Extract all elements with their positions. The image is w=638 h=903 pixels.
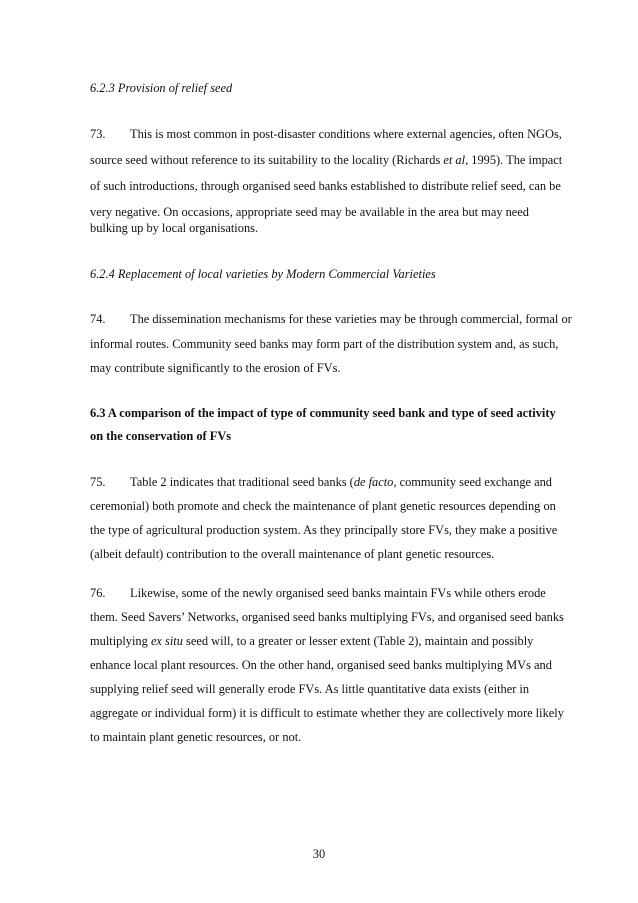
paragraph-text: seed will, to a greater or lesser extent (Table 2), maintain and possibly (182, 634, 534, 648)
paragraph-line (90, 311, 572, 327)
paragraph-text: Table 2 indicates that traditional seed banks ( (130, 475, 354, 489)
section-heading-6-2-4: 6.2.4 Replacement of local varieties by Modern Commercial Varieties (90, 267, 436, 281)
latin-term-emphasis: ex situ (150, 634, 183, 648)
paragraph-line (90, 152, 562, 168)
paragraph-text: , 1995). The impact (465, 153, 563, 167)
page-number: 30 (312, 847, 326, 861)
paragraph-line (90, 585, 546, 601)
section-heading-line: on the conservation of FVs (90, 429, 232, 443)
paragraph-line: of such introductions, through organised seed banks established to distribute relief seed, can be (90, 179, 561, 193)
paragraph-line: bulking up by local organisations. (90, 221, 259, 235)
paragraph-text: community seed exchange and (396, 475, 553, 489)
paragraph-line: enhance local plant resources. On the other hand, organised seed banks multiplying MVs and (90, 658, 552, 672)
paragraph-number: 75. (90, 475, 106, 489)
paragraph-text: multiplying (90, 634, 151, 648)
section-heading-line: 6.3 A comparison of the impact of type of community seed bank and type of seed activity (90, 406, 556, 420)
paragraph-line: (albeit default) contribution to the overall maintenance of plant genetic resources. (90, 547, 495, 561)
paragraph-line (90, 474, 552, 490)
paragraph-text: The dissemination mechanisms for these varieties may be through commercial, formal or (130, 312, 572, 326)
paragraph-line: aggregate or individual form) it is difficult to estimate whether they are collectively more likely (90, 706, 564, 720)
paragraph-line (90, 126, 562, 142)
paragraph-line: ceremonial) both promote and check the maintenance of plant genetic resources depending on (90, 499, 556, 513)
paragraph-text: This is most common in post-disaster conditions where external agencies, often NGOs, (130, 127, 562, 141)
paragraph-number: 76. (90, 586, 106, 600)
paragraph-line: to maintain plant genetic resources, or not. (90, 730, 302, 744)
paragraph-number: 73. (90, 127, 106, 141)
paragraph-text: source seed without reference to its suitability to the locality (Richards (90, 153, 444, 167)
paragraph-line (90, 633, 533, 649)
paragraph-line: very negative. On occasions, appropriate seed may be available in the area but may need (90, 205, 529, 219)
paragraph-line: them. Seed Savers’ Networks, organised seed banks multiplying FVs, and organised seed banks (90, 610, 564, 624)
section-heading-6-2-3: 6.2.3 Provision of relief seed (90, 81, 233, 95)
paragraph-line: informal routes. Community seed banks may form part of the distribution system and, as such, (90, 337, 559, 351)
paragraph-line: the type of agricultural production system. As they principally store FVs, they make a positive (90, 523, 558, 537)
paragraph-line: supplying relief seed will generally erode FVs. As little quantitative data exists (either in (90, 682, 530, 696)
paragraph-line: may contribute significantly to the erosion of FVs. (90, 361, 341, 375)
paragraph-text: Likewise, some of the newly organised seed banks maintain FVs while others erode (130, 586, 546, 600)
paragraph-number: 74. (90, 312, 106, 326)
citation-emphasis: et al (443, 153, 466, 167)
latin-term-emphasis: de facto, (353, 475, 397, 489)
